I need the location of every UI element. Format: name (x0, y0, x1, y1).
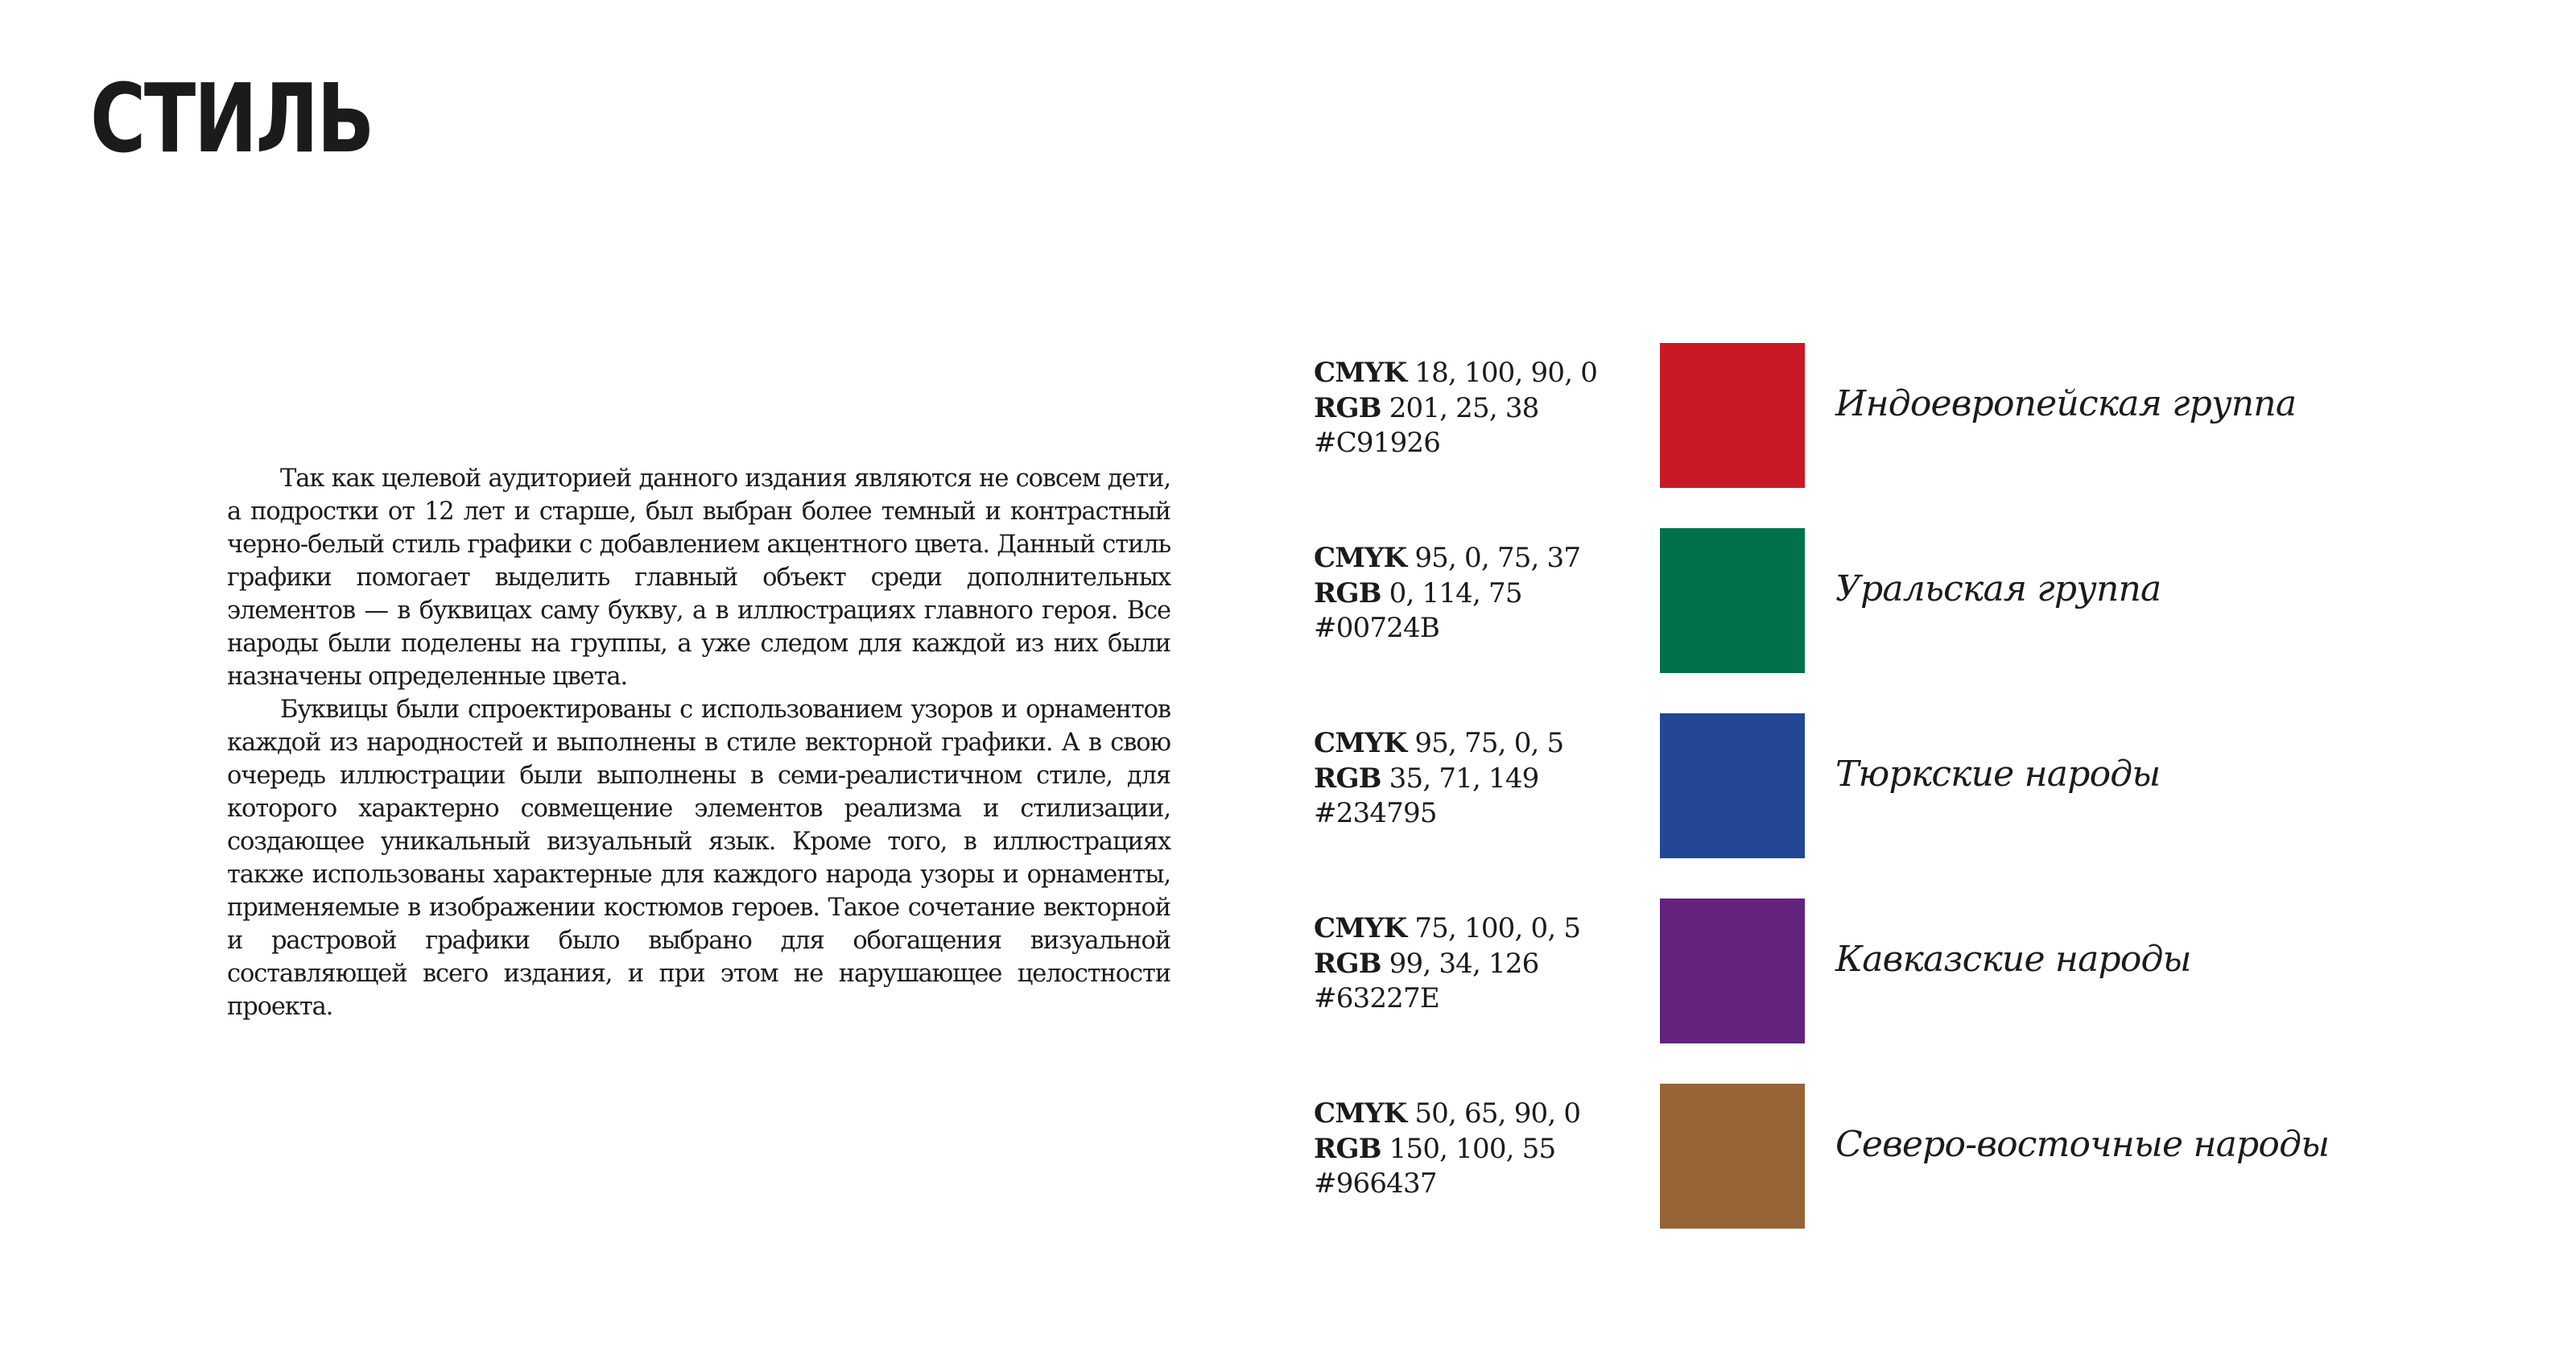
color-swatch (1660, 343, 1805, 488)
hex-value: #234795 (1314, 797, 1437, 829)
rgb-line (1314, 391, 1597, 427)
rgb-value: 201, 25, 38 (1389, 391, 1539, 424)
cmyk-label: CMYK (1314, 357, 1407, 389)
palette-row-northeastern (1314, 1084, 2570, 1229)
cmyk-value: 50, 65, 90, 0 (1414, 1097, 1581, 1130)
group-label: Северо-восточные народы (1835, 1124, 2330, 1165)
cmyk-line (1314, 911, 1580, 947)
cmyk-line (1314, 356, 1597, 391)
color-codes (1314, 1097, 1580, 1202)
cmyk-value: 75, 100, 0, 5 (1414, 912, 1581, 944)
color-swatch (1660, 899, 1805, 1043)
hex-value: #966437 (1314, 1167, 1437, 1200)
cmyk-value: 18, 100, 90, 0 (1414, 357, 1598, 389)
paragraph: Так как целевой аудиторией данного издания являются не совсем дети, а подростки от 12 лет и старше, был выбран более темный и контрастный черно-белый стиль графики с добавлением акцентного цвета. Данный стиль графики помогает выделить главный объект среди дополнительных элементов — в буквицах саму букву, а в иллюстрациях главного героя. Все народы были поделены на группы, а уже следом для каждой из них были назначены определенные цвета. (227, 465, 1170, 691)
cmyk-line (1314, 726, 1563, 762)
color-swatch (1660, 1084, 1805, 1229)
rgb-line (1314, 576, 1580, 612)
cmyk-value: 95, 0, 75, 37 (1414, 542, 1581, 574)
rgb-value: 99, 34, 126 (1389, 947, 1539, 980)
color-codes (1314, 541, 1580, 647)
group-label: Уральская группа (1835, 568, 2161, 609)
cmyk-label: CMYK (1314, 912, 1407, 944)
rgb-value: 35, 71, 149 (1389, 762, 1539, 795)
rgb-value: 0, 114, 75 (1389, 576, 1522, 609)
cmyk-label: CMYK (1314, 542, 1407, 574)
color-codes (1314, 911, 1580, 1017)
rgb-line (1314, 1132, 1580, 1167)
cmyk-line (1314, 1097, 1580, 1132)
group-label: Кавказские народы (1835, 939, 2191, 980)
rgb-value: 150, 100, 55 (1389, 1132, 1556, 1165)
cmyk-label: CMYK (1314, 1097, 1407, 1130)
rgb-line (1314, 762, 1563, 797)
rgb-label: RGB (1314, 576, 1381, 609)
palette-row-indo-european (1314, 343, 2570, 488)
color-codes (1314, 356, 1597, 461)
page-title: СТИЛЬ (90, 63, 374, 174)
color-swatch (1660, 528, 1805, 673)
hex-value: #C91926 (1314, 427, 1441, 459)
palette-row-uralic (1314, 528, 2570, 673)
hex-value: #00724B (1314, 612, 1440, 644)
rgb-line (1314, 947, 1580, 982)
paragraph: Буквицы были спроектированы с использованием узоров и орнаментов каждой из народностей и выполнены в стиле векторной графики. А в свою очередь иллюстрации были выполнены в семи-реалистичном стиле, для которого характерно совмещение элементов реализма и стилизации, создающее уникальный визуальный язык. Кроме того, в иллюстрациях также использованы характерные для каждого народа узоры и орнаменты, применяемые в изображении костюмов героев. Такое сочетание векторной и растровой графики было выбрано для обогащения визуальной составляющей всего издания, и при этом не нарушающее целостности проекта. (227, 696, 1170, 1021)
rgb-label: RGB (1314, 1132, 1381, 1165)
color-codes (1314, 726, 1563, 832)
color-swatch (1660, 713, 1805, 858)
group-label: Индоевропейская группа (1835, 383, 2297, 424)
palette-row-caucasian (1314, 899, 2570, 1043)
hex-value: #63227E (1314, 982, 1439, 1014)
group-label: Тюркские народы (1835, 754, 2161, 795)
cmyk-line (1314, 541, 1580, 576)
rgb-label: RGB (1314, 762, 1381, 795)
body-text (227, 462, 1170, 1023)
rgb-label: RGB (1314, 947, 1381, 980)
palette-row-turkic (1314, 713, 2570, 858)
cmyk-value: 95, 75, 0, 5 (1414, 727, 1564, 759)
cmyk-label: CMYK (1314, 727, 1407, 759)
rgb-label: RGB (1314, 391, 1381, 424)
